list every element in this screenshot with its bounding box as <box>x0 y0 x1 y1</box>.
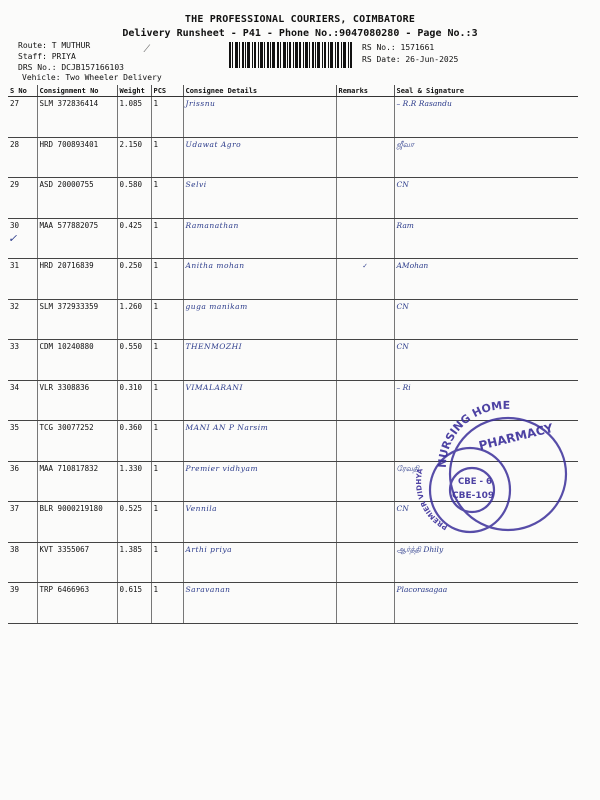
pcs-cell: 1 <box>151 583 183 624</box>
col-signature: Seal & Signature <box>394 85 578 97</box>
stamp-left-text: PREMIER VIDHYA <box>415 467 450 532</box>
pcs-cell: 1 <box>151 97 183 138</box>
remarks-cell: ✓ <box>336 259 394 300</box>
consignee-cell: Udawat Agro <box>183 137 336 178</box>
signature-cell: CN <box>394 178 578 219</box>
col-consignee: Consignee Details <box>183 85 336 97</box>
signature-cell: AMohan <box>394 259 578 300</box>
table-row <box>8 178 578 219</box>
consignment-cell: BLR 9000219180 <box>37 502 117 543</box>
pcs-cell: 1 <box>151 178 183 219</box>
staff-label: Staff: PRIYA <box>18 52 76 61</box>
sno-cell: 31 <box>8 259 37 300</box>
remarks-cell <box>336 421 394 462</box>
barcode <box>229 42 352 68</box>
sno-cell: 33 <box>8 340 37 381</box>
remarks-cell <box>336 502 394 543</box>
weight-cell: 1.260 <box>117 299 151 340</box>
table-row <box>8 299 578 340</box>
consignment-cell: TCG 30077252 <box>37 421 117 462</box>
stamp-code-2: CBE-109 <box>452 491 495 501</box>
sno-cell: 27 <box>8 97 37 138</box>
consignment-cell: SLM 372933359 <box>37 299 117 340</box>
table-row <box>8 218 578 259</box>
consignment-cell: MAA 577882075 <box>37 218 117 259</box>
pcs-cell: 1 <box>151 461 183 502</box>
consignee-cell: THENMOZHI <box>183 340 336 381</box>
weight-cell: 0.310 <box>117 380 151 421</box>
consignee-cell: guga manikam <box>183 299 336 340</box>
pcs-cell: 1 <box>151 218 183 259</box>
col-sno: S No <box>8 85 37 97</box>
signature-cell: ஆர்த்தி Dhily <box>394 542 578 583</box>
sno-cell: 29 <box>8 178 37 219</box>
stamp-mid-text: PHARMACY <box>477 420 555 453</box>
table-row <box>8 137 578 178</box>
consignee-cell: MANI AN P Narsim <box>183 421 336 462</box>
signature-cell: CN <box>394 502 578 543</box>
consignment-cell: CDM 10240880 <box>37 340 117 381</box>
sno-cell: 35 <box>8 421 37 462</box>
col-remarks: Remarks <box>336 85 394 97</box>
table-row <box>8 340 578 381</box>
runsheet-meta-right <box>362 42 458 66</box>
consignment-cell: MAA 710817832 <box>37 461 117 502</box>
pen-mark-icon: ⁄ <box>146 44 148 55</box>
consignee-cell: Saravanan <box>183 583 336 624</box>
weight-cell: 0.580 <box>117 178 151 219</box>
pcs-cell: 1 <box>151 542 183 583</box>
consignee-cell: Premier vidhyam <box>183 461 336 502</box>
stamp-top-text: NURSING HOME <box>435 398 511 469</box>
sno-cell: 34 <box>8 380 37 421</box>
pcs-cell: 1 <box>151 380 183 421</box>
consignment-cell: HRD 700893401 <box>37 137 117 178</box>
weight-cell: 0.550 <box>117 340 151 381</box>
drs-label: DRS No.: DCJB157166103 <box>18 63 124 72</box>
signature-cell: Ram <box>394 218 578 259</box>
remarks-cell <box>336 340 394 381</box>
consignee-cell: Jrissnu <box>183 97 336 138</box>
consignment-cell: VLR 3308836 <box>37 380 117 421</box>
remarks-cell <box>336 178 394 219</box>
pcs-cell: 1 <box>151 299 183 340</box>
signature-cell: ரேவதி <box>394 461 578 502</box>
remarks-cell <box>336 583 394 624</box>
sno-cell: 37 <box>8 502 37 543</box>
signature-cell: – R.R Rasandu <box>394 97 578 138</box>
consignment-cell: ASD 20000755 <box>37 178 117 219</box>
runsheet-meta-left <box>18 40 124 73</box>
col-consignment: Consignment No <box>37 85 117 97</box>
col-pcs: PCS <box>151 85 183 97</box>
signature-cell: – Ri <box>394 380 578 421</box>
signature-cell: CN <box>394 340 578 381</box>
company-title: THE PROFESSIONAL COURIERS, COIMBATORE <box>184 14 416 25</box>
stamp-code-1: CBE - 6 <box>458 477 492 487</box>
table-row <box>8 461 578 502</box>
weight-cell: 0.250 <box>117 259 151 300</box>
route-label: Route: T MUTHUR <box>18 41 91 50</box>
rs-date: RS Date: 26-Jun-2025 <box>362 55 459 64</box>
signature-cell: ஜீவா <box>394 137 578 178</box>
weight-cell: 0.360 <box>117 421 151 462</box>
pcs-cell: 1 <box>151 421 183 462</box>
pcs-cell: 1 <box>151 259 183 300</box>
consignee-cell: Ramanathan <box>183 218 336 259</box>
table-header-row <box>8 85 578 97</box>
consignee-cell: VIMALARANI <box>183 380 336 421</box>
consignee-cell: Vennila <box>183 502 336 543</box>
remarks-cell <box>336 380 394 421</box>
signature-cell: Placorasagaa <box>394 583 578 624</box>
table-row <box>8 542 578 583</box>
table-row <box>8 502 578 543</box>
pcs-cell: 1 <box>151 137 183 178</box>
signature-cell <box>394 421 578 462</box>
remarks-cell <box>336 299 394 340</box>
sno-cell: 39 <box>8 583 37 624</box>
table-row <box>8 421 578 462</box>
margin-tick-icon: ✓ <box>8 232 18 245</box>
col-weight: Weight <box>117 85 151 97</box>
consignee-cell: Arthi priya <box>183 542 336 583</box>
remarks-cell <box>336 542 394 583</box>
consignment-cell: HRD 20716839 <box>37 259 117 300</box>
weight-cell: 2.150 <box>117 137 151 178</box>
table-row <box>8 583 578 624</box>
table-row <box>8 380 578 421</box>
pcs-cell: 1 <box>151 340 183 381</box>
weight-cell: 1.385 <box>117 542 151 583</box>
consignee-cell: Anitha mohan <box>183 259 336 300</box>
consignment-cell: TRP 6466963 <box>37 583 117 624</box>
weight-cell: 0.525 <box>117 502 151 543</box>
consignee-cell: Selvi <box>183 178 336 219</box>
vehicle-label: Vehicle: Two Wheeler Delivery <box>22 73 162 82</box>
weight-cell: 1.085 <box>117 97 151 138</box>
weight-cell: 1.330 <box>117 461 151 502</box>
consignment-cell: KVT 3355067 <box>37 542 117 583</box>
weight-cell: 0.425 <box>117 218 151 259</box>
remarks-cell <box>336 137 394 178</box>
pcs-cell: 1 <box>151 502 183 543</box>
sno-cell: 38 <box>8 542 37 583</box>
weight-cell: 0.615 <box>117 583 151 624</box>
remarks-cell <box>336 461 394 502</box>
remarks-cell <box>336 97 394 138</box>
consignment-cell: SLM 372836414 <box>37 97 117 138</box>
runsheet-table <box>8 85 578 624</box>
runsheet-title: Delivery Runsheet - P41 - Phone No.:9047080280 - Page No.:3 <box>122 28 478 39</box>
table-row <box>8 97 578 138</box>
table-row <box>8 259 578 300</box>
remarks-cell <box>336 218 394 259</box>
signature-cell: CN <box>394 299 578 340</box>
sno-cell: 36 <box>8 461 37 502</box>
sno-cell: 28 <box>8 137 37 178</box>
sno-cell: 30 <box>8 218 37 259</box>
sno-cell: 32 <box>8 299 37 340</box>
rs-number: RS No.: 1571661 <box>362 43 435 52</box>
